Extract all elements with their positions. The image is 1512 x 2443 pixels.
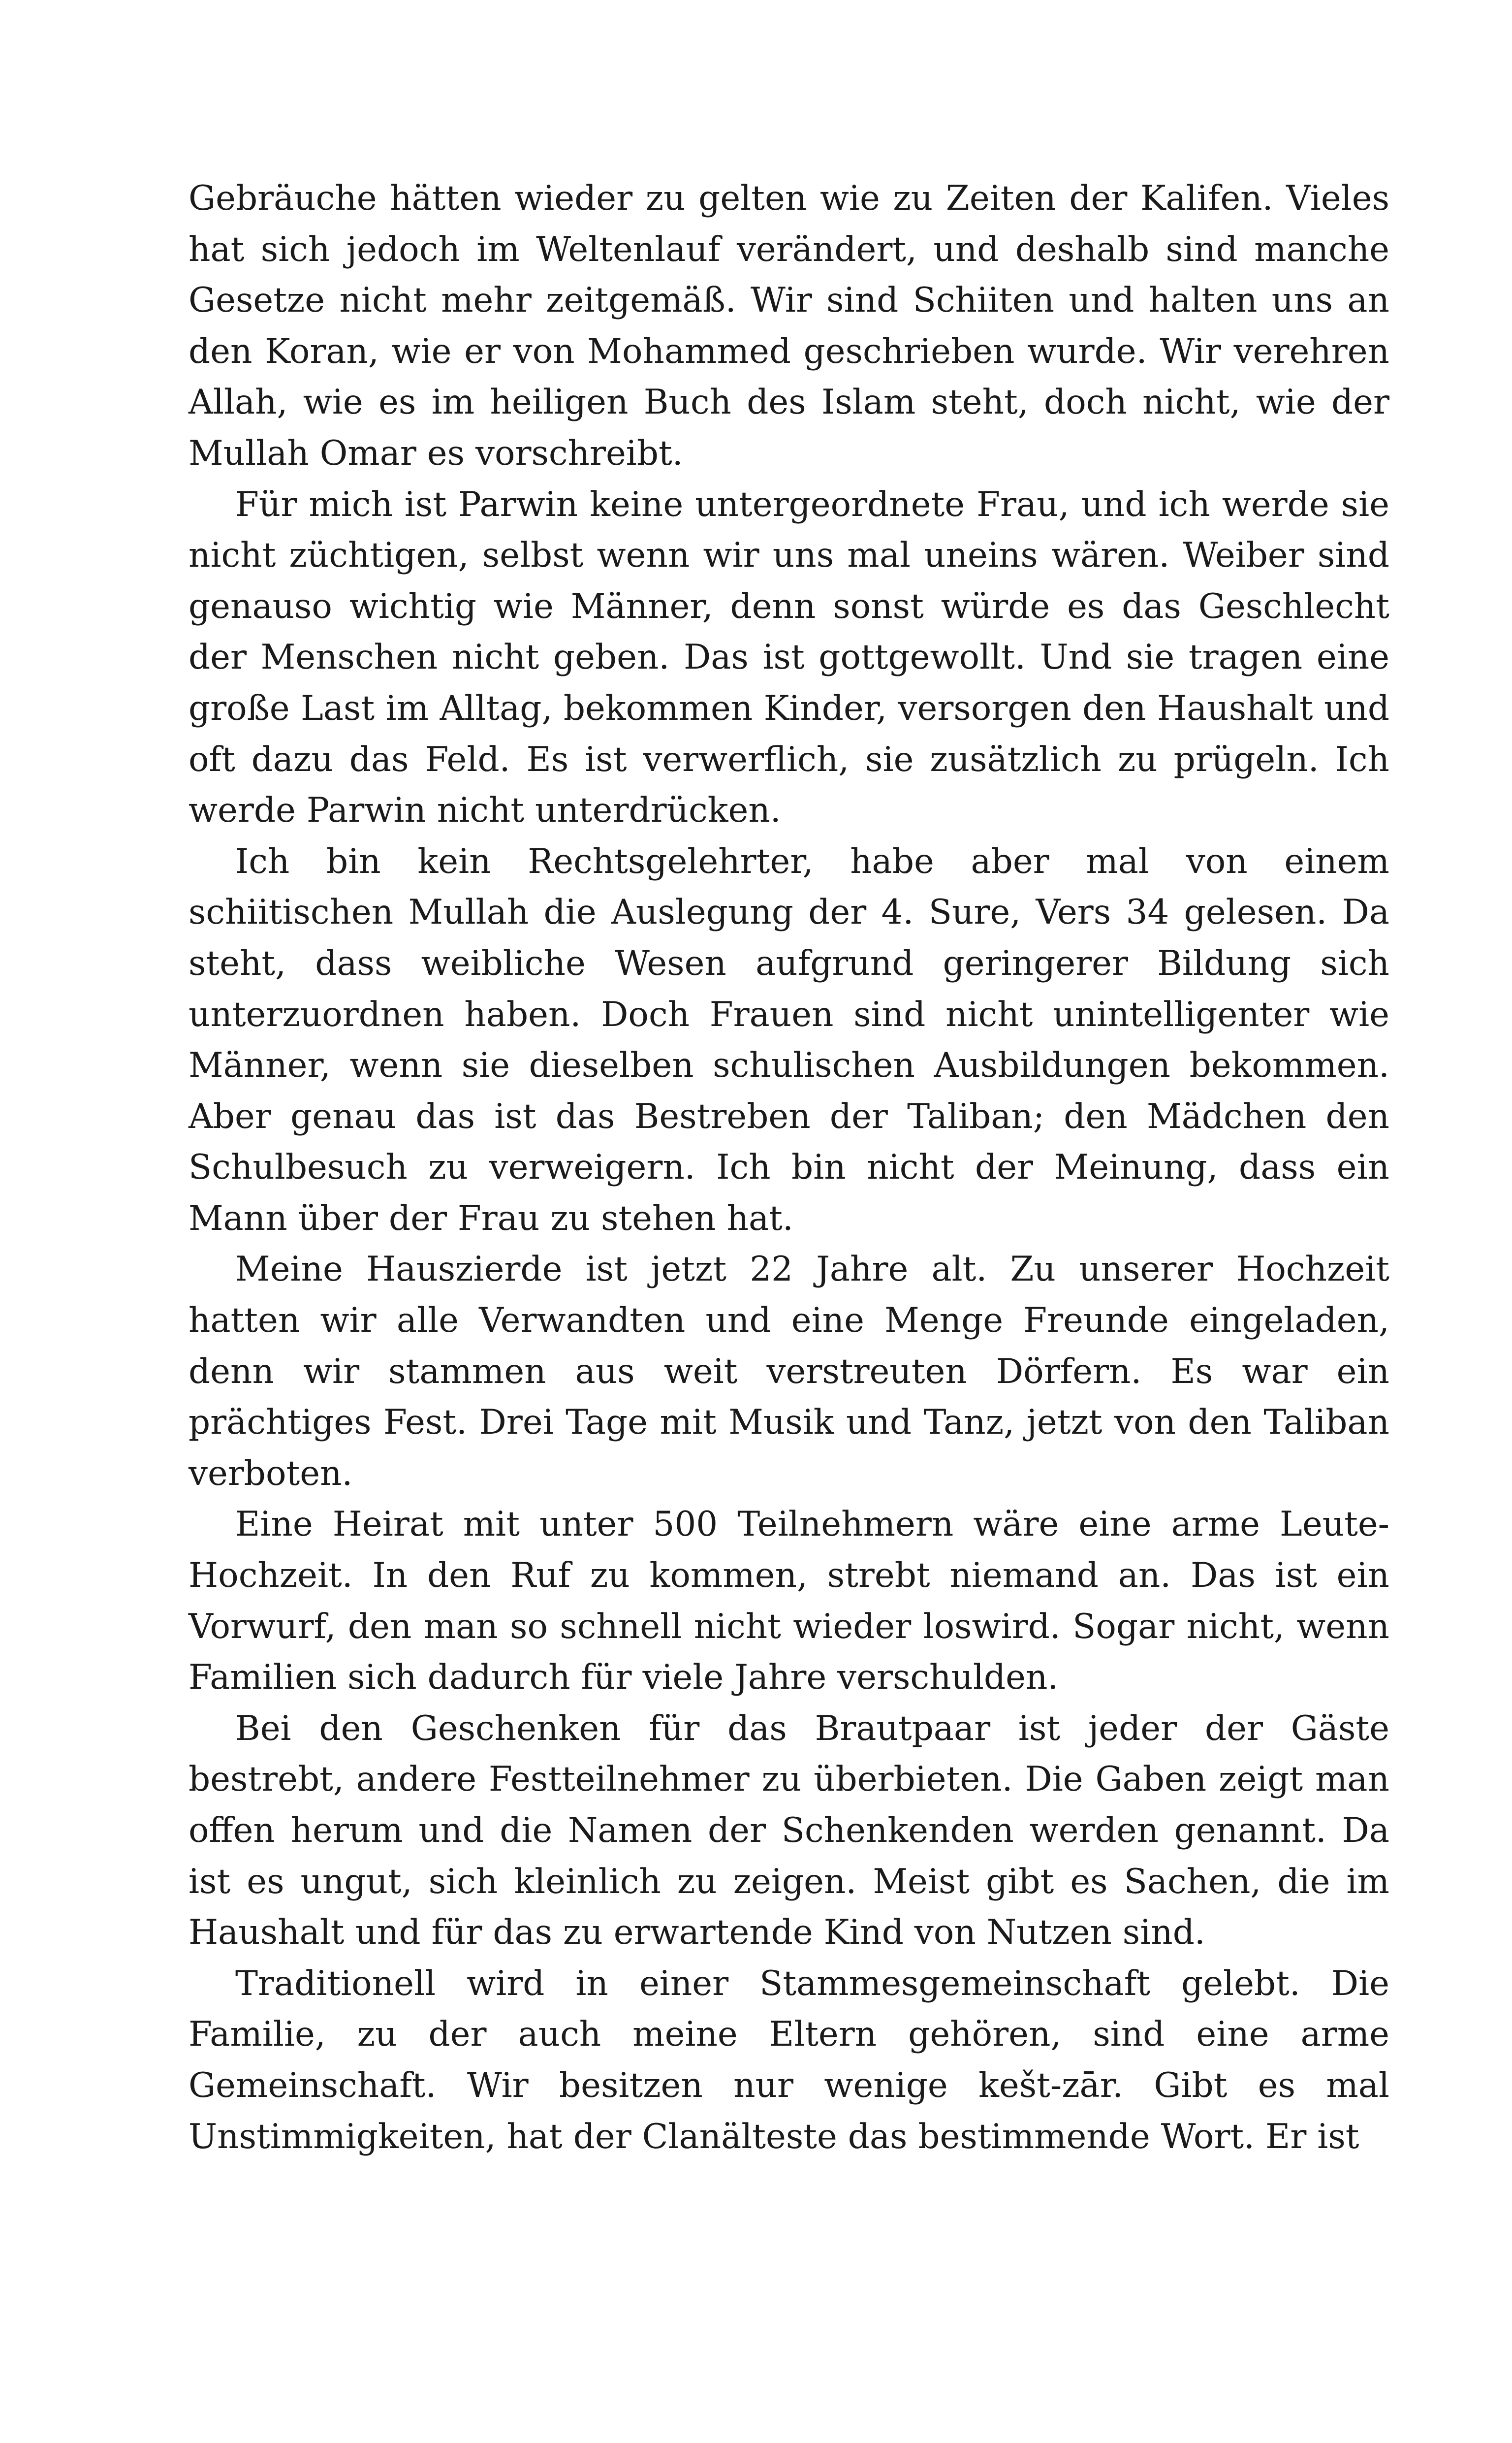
- paragraph-4: Meine Hauszierde ist jetzt 22 Jahre alt. Zu unserer Hochzeit hatten wir alle Verwandten und eine Menge Freunde eingeladen, denn wir stammen aus weit verstreuten Dörfern. Es war ein prächtiges Fest. Drei Tage mit Musik und Tanz, jetzt von den Taliban verboten.: [189, 1250, 1389, 1493]
- paragraph-7: Traditionell wird in einer Stammesgemeinschaft gelebt. Die Familie, zu der auch meine Eltern gehören, sind eine arme Gemeinschaft. Wir besitzen nur wenige kešt-zār. Gibt es mal Unstimmigkeiten, hat der Clanälteste das bestimmende Wort. Er ist: [189, 1963, 1389, 2156]
- body-text: [189, 173, 1389, 2162]
- paragraph-6: Bei den Geschenken für das Brautpaar ist jeder der Gäste bestrebt, andere Festteilnehmer zu überbieten. Die Gaben zeigt man offen herum und die Namen der Schenkenden werden genannt. Da ist es ungut, sich kleinlich zu zeigen. Meist gibt es Sachen, die im Haushalt und für das zu erwartende Kind von Nutzen sind.: [189, 1708, 1389, 1953]
- paragraph-1: Gebräuche hätten wieder zu gelten wie zu Zeiten der Kalifen. Vieles hat sich jedoch im Weltenlauf verändert, und deshalb sind manche Gesetze nicht mehr zeitgemäß. Wir sind Schiiten und halten uns an den Koran, wie er von Mohammed geschrieben wurde. Wir verehren Allah, wie es im heiligen Buch des Islam steht, doch nicht, wie der Mullah Omar es vorschreibt.: [189, 179, 1389, 473]
- paragraph-3: Ich bin kein Rechtsgelehrter, habe aber mal von einem schiitischen Mullah die Auslegung der 4. Sure, Vers 34 gelesen. Da steht, dass weibliche Wesen aufgrund geringerer Bildung sich unterzuordnen haben. Doch Frauen sind nicht unintelligenter wie Männer, wenn sie dieselben schulischen Ausbildungen bekommen. Aber genau das ist das Bestreben der Taliban; den Mädchen den Schulbesuch zu verweigern. Ich bin nicht der Meinung, dass ein Mann über der Frau zu stehen hat.: [189, 841, 1389, 1238]
- paragraph-2: Für mich ist Parwin keine untergeordnete Frau, und ich werde sie nicht züchtigen, selbst wenn wir uns mal uneins wären. Weiber sind genauso wichtig wie Männer, denn sonst würde es das Geschlecht der Menschen nicht geben. Das ist gottgewollt. Und sie tragen eine große Last im Alltag, bekommen Kinder, versorgen den Haushalt und oft dazu das Feld. Es ist verwerflich, sie zusätzlich zu prügeln. Ich werde Parwin nicht unterdrücken.: [189, 484, 1389, 831]
- paragraph-5: Eine Heirat mit unter 500 Teilnehmern wäre eine arme Leute-Hochzeit. In den Ruf zu kommen, strebt niemand an. Das ist ein Vorwurf, den man so schnell nicht wieder loswird. Sogar nicht, wenn Familien sich dadurch für viele Jahre verschulden.: [189, 1505, 1389, 1698]
